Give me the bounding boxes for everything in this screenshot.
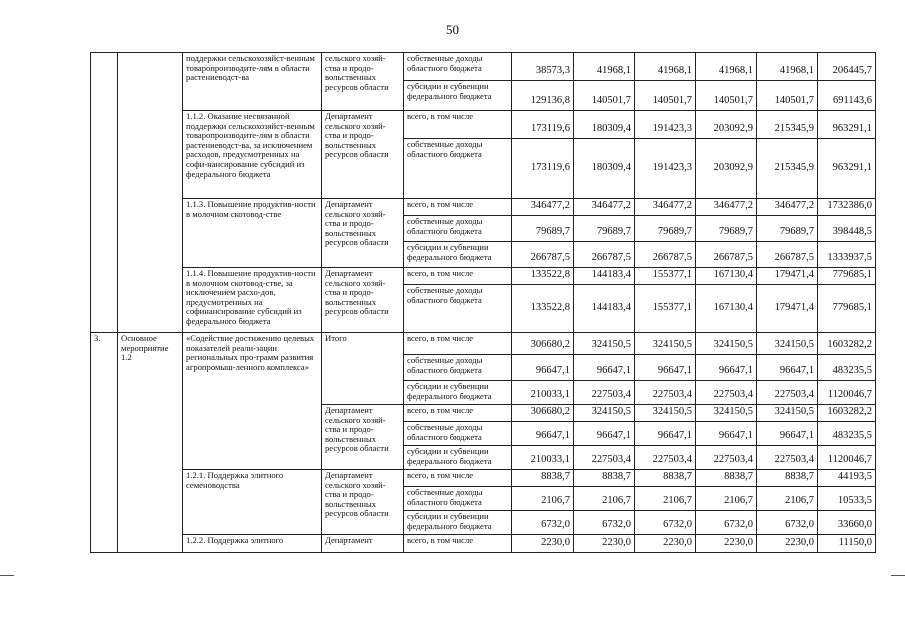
executor-cell: Департамент сельского хозяй-ства и продо-вольственных ресурсов области	[322, 405, 404, 470]
value-cell: 1120046,7	[818, 446, 876, 470]
value-cell: 133522,8	[512, 285, 574, 333]
executor-cell: сельского хозяй-ства и продо-вольственных ресурсов области	[322, 53, 404, 111]
value-cell: 10533,5	[818, 487, 876, 511]
value-cell: 6732,0	[512, 511, 574, 535]
value-cell: 2230,0	[574, 535, 635, 553]
source-cell: всего, в том числе	[404, 199, 512, 216]
source-cell: всего, в том числе	[404, 111, 512, 139]
value-cell: 203092,9	[696, 139, 757, 199]
value-cell: 1333937,5	[818, 242, 876, 268]
value-cell: 38573,3	[512, 53, 574, 81]
value-cell: 2230,0	[635, 535, 696, 553]
value-cell: 96647,1	[512, 355, 574, 381]
value-cell: 210033,1	[512, 381, 574, 405]
value-cell: 179471,4	[757, 285, 818, 333]
value-cell: 133522,8	[512, 268, 574, 285]
value-cell: 2230,0	[512, 535, 574, 553]
value-cell: 227503,4	[757, 381, 818, 405]
value-cell: 179471,4	[757, 268, 818, 285]
event-cell: Основное мероприятие 1.2	[118, 333, 183, 553]
value-cell: 779685,1	[818, 285, 876, 333]
value-cell: 324150,5	[574, 405, 635, 422]
executor-cell: Департамент	[322, 535, 404, 553]
value-cell: 6732,0	[696, 511, 757, 535]
value-cell: 691143,6	[818, 81, 876, 111]
value-cell: 96647,1	[757, 422, 818, 446]
table-row	[91, 199, 876, 216]
value-cell: 346477,2	[696, 199, 757, 216]
value-cell: 2106,7	[696, 487, 757, 511]
value-cell: 227503,4	[635, 381, 696, 405]
value-cell: 227503,4	[757, 446, 818, 470]
value-cell: 180309,4	[574, 139, 635, 199]
value-cell: 173119,6	[512, 139, 574, 199]
value-cell: 155377,1	[635, 285, 696, 333]
value-cell: 346477,2	[635, 199, 696, 216]
event-cell	[118, 53, 183, 333]
value-cell: 129136,8	[512, 81, 574, 111]
value-cell: 79689,7	[696, 216, 757, 242]
value-cell: 191423,3	[635, 111, 696, 139]
value-cell: 33660,0	[818, 511, 876, 535]
value-cell: 79689,7	[635, 216, 696, 242]
page-number: 50	[446, 22, 459, 37]
table-row	[91, 268, 876, 285]
value-cell: 2230,0	[757, 535, 818, 553]
value-cell: 144183,4	[574, 285, 635, 333]
value-cell: 155377,1	[635, 268, 696, 285]
source-cell: всего, в том числе	[404, 268, 512, 285]
executor-cell: Департамент сельского хозяй-ства и продо-вольственных ресурсов области	[322, 199, 404, 268]
value-cell: 324150,5	[574, 333, 635, 355]
value-cell: 8838,7	[635, 470, 696, 487]
source-cell: собственные доходы областного бюджета	[404, 285, 512, 333]
measure-cell: «Содействие достижению целевых показателей реали-зации региональных про-грамм развития агропромыш-ленного комплекса»	[183, 333, 322, 470]
source-cell: собственные доходы областного бюджета	[404, 53, 512, 81]
value-cell: 140501,7	[574, 81, 635, 111]
value-cell: 144183,4	[574, 268, 635, 285]
executor-cell: Департамент сельского хозяй-ства и продо-вольственных ресурсов области	[322, 470, 404, 535]
value-cell: 6732,0	[635, 511, 696, 535]
value-cell: 779685,1	[818, 268, 876, 285]
value-cell: 41968,1	[696, 53, 757, 81]
value-cell: 266787,5	[696, 242, 757, 268]
source-cell: собственные доходы областного бюджета	[404, 487, 512, 511]
value-cell: 483235,5	[818, 355, 876, 381]
budget-table	[90, 52, 876, 553]
table-row	[91, 111, 876, 139]
scan-mark-left	[0, 575, 14, 576]
measure-cell: 1.1.3. Повышение продуктив-ности в молочном скотовод-стве	[183, 199, 322, 268]
value-cell: 96647,1	[512, 422, 574, 446]
value-cell: 191423,3	[635, 139, 696, 199]
value-cell: 2106,7	[635, 487, 696, 511]
value-cell: 227503,4	[635, 446, 696, 470]
source-cell: собственные доходы областного бюджета	[404, 139, 512, 199]
value-cell: 306680,2	[512, 333, 574, 355]
value-cell: 227503,4	[696, 446, 757, 470]
value-cell: 8838,7	[574, 470, 635, 487]
value-cell: 215345,9	[757, 111, 818, 139]
value-cell: 6732,0	[574, 511, 635, 535]
value-cell: 8838,7	[512, 470, 574, 487]
value-cell: 167130,4	[696, 268, 757, 285]
value-cell: 324150,5	[696, 405, 757, 422]
value-cell: 140501,7	[757, 81, 818, 111]
value-cell: 79689,7	[574, 216, 635, 242]
measure-cell: 1.2.2. Поддержка элитного	[183, 535, 322, 553]
table-row	[91, 535, 876, 553]
value-cell: 266787,5	[757, 242, 818, 268]
value-cell: 266787,5	[512, 242, 574, 268]
value-cell: 346477,2	[574, 199, 635, 216]
value-cell: 180309,4	[574, 111, 635, 139]
table-row	[91, 333, 876, 355]
value-cell: 2106,7	[512, 487, 574, 511]
value-cell: 227503,4	[696, 381, 757, 405]
value-cell: 1603282,2	[818, 405, 876, 422]
source-cell: собственные доходы областного бюджета	[404, 422, 512, 446]
source-cell: всего, в том числе	[404, 333, 512, 355]
value-cell: 140501,7	[635, 81, 696, 111]
value-cell: 2106,7	[757, 487, 818, 511]
value-cell: 206445,7	[818, 53, 876, 81]
value-cell: 324150,5	[696, 333, 757, 355]
source-cell: субсидии и субвенции федерального бюджета	[404, 446, 512, 470]
measure-cell: 1.2.1. Поддержка элитного семеноводства	[183, 470, 322, 535]
value-cell: 1120046,7	[818, 381, 876, 405]
value-cell: 963291,1	[818, 111, 876, 139]
measure-cell: 1.1.4. Повышение продуктив-ности в молочном скотовод-стве, за исключением расхо-дов, предусмотренных на софинансирование субсидий из федерального бюджета	[183, 268, 322, 333]
executor-cell: Департамент сельского хозяй-ства и продо-вольственных ресурсов области	[322, 268, 404, 333]
value-cell: 8838,7	[757, 470, 818, 487]
value-cell: 324150,5	[635, 333, 696, 355]
value-cell: 227503,4	[574, 381, 635, 405]
value-cell: 963291,1	[818, 139, 876, 199]
table-row	[91, 470, 876, 487]
value-cell: 2230,0	[696, 535, 757, 553]
source-cell: субсидии и субвенции федерального бюджета	[404, 242, 512, 268]
value-cell: 324150,5	[635, 405, 696, 422]
source-cell: всего, в том числе	[404, 405, 512, 422]
value-cell: 398448,5	[818, 216, 876, 242]
executor-cell: Итого	[322, 333, 404, 405]
value-cell: 203092,9	[696, 111, 757, 139]
value-cell: 173119,6	[512, 111, 574, 139]
source-cell: субсидии и субвенции федерального бюджета	[404, 381, 512, 405]
value-cell: 96647,1	[574, 422, 635, 446]
value-cell: 346477,2	[512, 199, 574, 216]
source-cell: субсидии и субвенции федерального бюджета	[404, 81, 512, 111]
value-cell: 324150,5	[757, 333, 818, 355]
source-cell: собственные доходы областного бюджета	[404, 355, 512, 381]
value-cell: 227503,4	[574, 446, 635, 470]
value-cell: 2106,7	[574, 487, 635, 511]
value-cell: 324150,5	[757, 405, 818, 422]
value-cell: 96647,1	[635, 355, 696, 381]
value-cell: 6732,0	[757, 511, 818, 535]
row-number-cell	[91, 53, 118, 333]
source-cell: субсидии и субвенции федерального бюджета	[404, 511, 512, 535]
scan-mark-right	[891, 575, 905, 576]
value-cell: 346477,2	[757, 199, 818, 216]
value-cell: 96647,1	[635, 422, 696, 446]
value-cell: 44193,5	[818, 470, 876, 487]
value-cell: 266787,5	[574, 242, 635, 268]
value-cell: 483235,5	[818, 422, 876, 446]
value-cell: 96647,1	[757, 355, 818, 381]
value-cell: 96647,1	[574, 355, 635, 381]
value-cell: 96647,1	[696, 355, 757, 381]
value-cell: 41968,1	[635, 53, 696, 81]
value-cell: 215345,9	[757, 139, 818, 199]
executor-cell: Департамент сельского хозяй-ства и продо-вольственных ресурсов области	[322, 111, 404, 199]
value-cell: 266787,5	[635, 242, 696, 268]
source-cell: всего, в том числе	[404, 470, 512, 487]
source-cell: всего, в том числе	[404, 535, 512, 553]
value-cell: 140501,7	[696, 81, 757, 111]
value-cell: 11150,0	[818, 535, 876, 553]
value-cell: 1603282,2	[818, 333, 876, 355]
value-cell: 8838,7	[696, 470, 757, 487]
value-cell: 1732386,0	[818, 199, 876, 216]
measure-cell: поддержки сельскохозяйст-венным товаропроизводите-лям в области растениеводст-ва	[183, 53, 322, 111]
value-cell: 96647,1	[696, 422, 757, 446]
value-cell: 79689,7	[512, 216, 574, 242]
value-cell: 167130,4	[696, 285, 757, 333]
source-cell: собственные доходы областного бюджета	[404, 216, 512, 242]
value-cell: 79689,7	[757, 216, 818, 242]
row-number-cell: 3.	[91, 333, 118, 553]
value-cell: 210033,1	[512, 446, 574, 470]
table-row	[91, 53, 876, 81]
value-cell: 41968,1	[574, 53, 635, 81]
value-cell: 306680,2	[512, 405, 574, 422]
measure-cell: 1.1.2. Оказание несвязанной поддержки сельскохозяйст-венным товаропроизводите-лям в области растениеводст-ва, за исключением расходов, предусмотренных на софи-нансирование субсидий из федерального бюджета	[183, 111, 322, 199]
value-cell: 41968,1	[757, 53, 818, 81]
